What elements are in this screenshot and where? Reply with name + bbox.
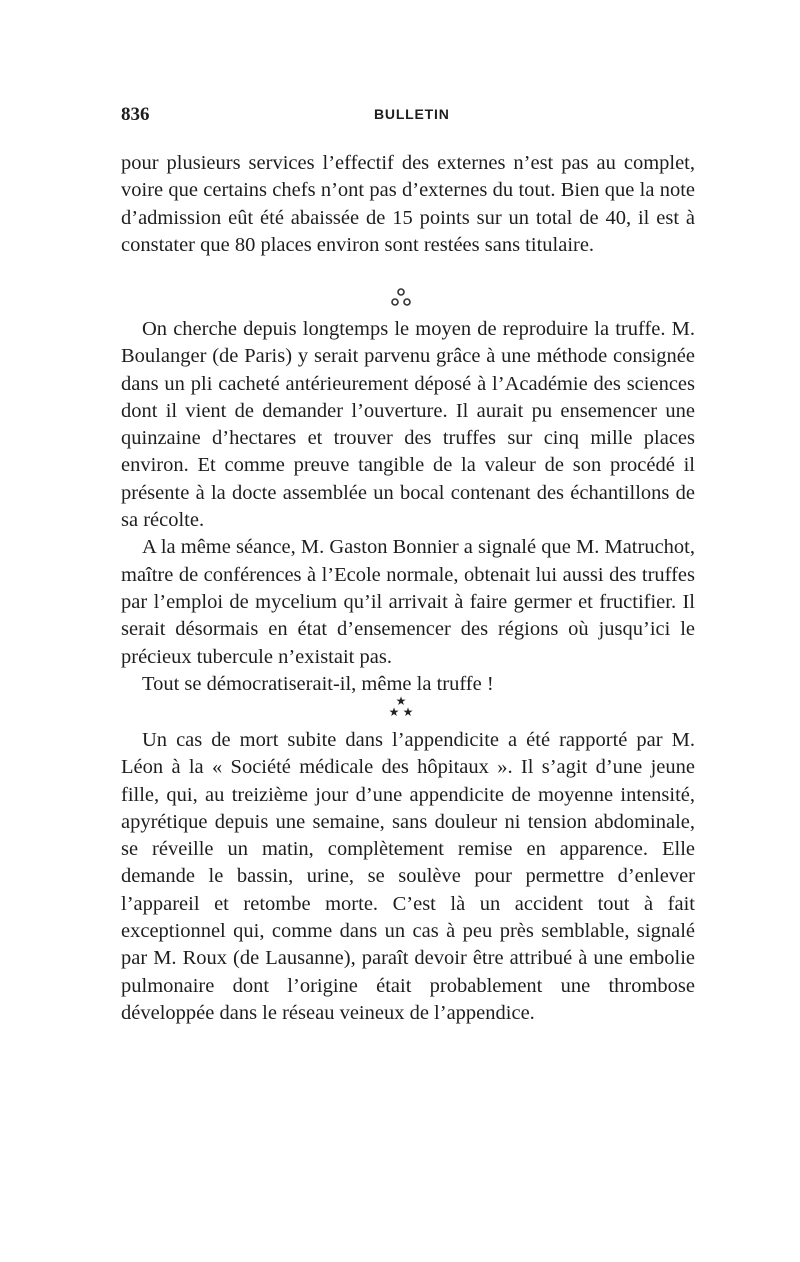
text-section-truffe <box>121 316 695 698</box>
paragraph-appendicite: Un cas de mort subite dans l’appendicite a été rapporté par M. Léon à la « Société médicale des hôpitaux ». Il s’agit d’une jeune fille, qui, au treizième jour d’une appendicite de moyenne intensité, apyrétique depuis une semaine, sans douleur ni tension abdominale, se réveille un matin, complètement remise en apparence. Elle demande le bassin, urine, se soulève pour permettre d’enlever l’appareil et retombe morte. C’est là un accident tout à fait exceptionnel qui, comme dans un cas à peu près semblable, signalé par M. Roux (de Lausanne), paraît devoir être attribué à une embolie pulmonaire dont l’origine était probablement une thrombose développée dans le réseau veineux de l’appendice. <box>121 729 695 1024</box>
page-number: 836 <box>121 104 150 125</box>
asterism-circles-icon <box>386 283 416 313</box>
text-section-appendicite <box>121 727 695 1027</box>
paragraph-externes: pour plusieurs services l’effectif des externes n’est pas au complet, voire que certains chefs n’ont pas d’externes du tout. Bien que la note d’admission eût été abaissée de 15 points sur un total de 40, il est à constater que 80 places environ sont restées sans titulaire. <box>121 152 695 256</box>
running-head: BULLETIN <box>374 106 450 122</box>
svg-text:★: ★ <box>395 694 407 708</box>
paragraph-truffe-boulanger: On cherche depuis longtemps le moyen de reproduire la truffe. M. Boulanger (de Paris) y serait parvenu grâce à une méthode consignée dans un pli cacheté antérieurement déposé à l’Académie des sciences dont il vient de demander l’ouverture. Il aurait pu ensemencer une quinzaine d’hectares et trouver des truffes sur cinq mille places environ. Et comme preuve tangible de la valeur de son procédé il présente à la docte assemblée un bocal contenant des échantillons de sa récolte. <box>121 318 695 532</box>
paragraph-truffe-matruchot: A la même séance, M. Gaston Bonnier a signalé que M. Matruchot, maître de conférences à l’Ecole normale, obtenait lui aussi des truffes par l’emploi de mycelium qu’il arrivait à faire germer et fructifier. Il serait désormais en état d’ensemencer des régions où jusqu’ici le précieux tubercule n’existait pas. <box>121 536 695 668</box>
paragraph-truffe-conclusion: Tout se démocratiserait-il, même la truffe ! <box>142 672 494 695</box>
text-section-externes <box>121 150 695 259</box>
asterism-stars-icon <box>386 691 416 721</box>
svg-text:★: ★ <box>388 705 400 719</box>
svg-text:★: ★ <box>402 705 414 719</box>
page-header <box>121 104 695 134</box>
